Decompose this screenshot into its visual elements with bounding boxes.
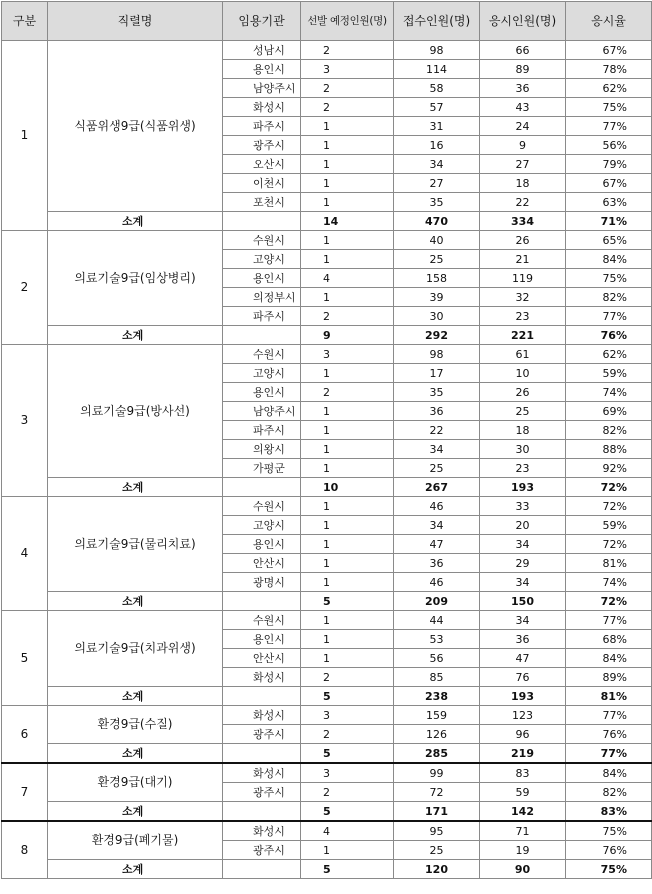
group-number: 8 xyxy=(2,821,48,879)
applied-cell: 35 xyxy=(394,383,480,402)
planned-cell: 4 xyxy=(301,269,394,288)
took-cell: 27 xyxy=(480,155,566,174)
took-cell: 96 xyxy=(480,725,566,744)
recruitment-table xyxy=(1,1,652,879)
rate-cell: 82% xyxy=(566,421,652,440)
rate-cell: 92% xyxy=(566,459,652,478)
rate-cell: 62% xyxy=(566,79,652,98)
planned-cell: 1 xyxy=(301,421,394,440)
applied-cell: 30 xyxy=(394,307,480,326)
took-cell: 9 xyxy=(480,136,566,155)
agency-cell: 화성시 xyxy=(223,668,301,687)
agency-cell: 용인시 xyxy=(223,383,301,402)
applied-cell: 126 xyxy=(394,725,480,744)
agency-cell: 파주시 xyxy=(223,117,301,136)
rate-cell: 69% xyxy=(566,402,652,421)
subtotal-took: 90 xyxy=(480,860,566,879)
subtotal-planned: 5 xyxy=(301,802,394,822)
subtotal-rate: 72% xyxy=(566,592,652,611)
applied-cell: 99 xyxy=(394,763,480,783)
table-row xyxy=(2,345,652,364)
planned-cell: 2 xyxy=(301,98,394,117)
subtotal-planned: 5 xyxy=(301,860,394,879)
group-number: 4 xyxy=(2,497,48,611)
subtotal-agency-empty xyxy=(223,326,301,345)
agency-cell: 수원시 xyxy=(223,497,301,516)
agency-cell: 안산시 xyxy=(223,649,301,668)
rate-cell: 72% xyxy=(566,497,652,516)
subtotal-planned: 5 xyxy=(301,687,394,706)
planned-cell: 2 xyxy=(301,668,394,687)
took-cell: 19 xyxy=(480,841,566,860)
planned-cell: 2 xyxy=(301,725,394,744)
applied-cell: 27 xyxy=(394,174,480,193)
agency-cell: 안산시 xyxy=(223,554,301,573)
took-cell: 22 xyxy=(480,193,566,212)
subtotal-agency-empty xyxy=(223,592,301,611)
job-title: 환경9급(수질) xyxy=(48,706,223,744)
planned-cell: 3 xyxy=(301,60,394,79)
took-cell: 66 xyxy=(480,41,566,60)
planned-cell: 1 xyxy=(301,459,394,478)
job-title: 의료기술9급(방사선) xyxy=(48,345,223,478)
header-agency: 임용기관 xyxy=(223,2,301,41)
applied-cell: 39 xyxy=(394,288,480,307)
applied-cell: 40 xyxy=(394,231,480,250)
group-number: 1 xyxy=(2,41,48,231)
planned-cell: 1 xyxy=(301,136,394,155)
subtotal-planned: 5 xyxy=(301,744,394,764)
subtotal-label: 소계 xyxy=(48,860,223,879)
took-cell: 24 xyxy=(480,117,566,136)
subtotal-label: 소계 xyxy=(48,687,223,706)
agency-cell: 광주시 xyxy=(223,725,301,744)
rate-cell: 89% xyxy=(566,668,652,687)
agency-cell: 광주시 xyxy=(223,136,301,155)
took-cell: 23 xyxy=(480,459,566,478)
took-cell: 119 xyxy=(480,269,566,288)
subtotal-label: 소계 xyxy=(48,802,223,822)
rate-cell: 84% xyxy=(566,250,652,269)
rate-cell: 74% xyxy=(566,573,652,592)
applied-cell: 72 xyxy=(394,783,480,802)
took-cell: 36 xyxy=(480,630,566,649)
planned-cell: 1 xyxy=(301,231,394,250)
rate-cell: 75% xyxy=(566,98,652,117)
took-cell: 32 xyxy=(480,288,566,307)
group-number: 5 xyxy=(2,611,48,706)
planned-cell: 3 xyxy=(301,345,394,364)
applied-cell: 25 xyxy=(394,250,480,269)
agency-cell: 의정부시 xyxy=(223,288,301,307)
table-row xyxy=(2,231,652,250)
agency-cell: 화성시 xyxy=(223,821,301,841)
took-cell: 10 xyxy=(480,364,566,383)
group-number: 3 xyxy=(2,345,48,497)
subtotal-applied: 171 xyxy=(394,802,480,822)
planned-cell: 1 xyxy=(301,402,394,421)
table-row xyxy=(2,821,652,841)
subtotal-rate: 71% xyxy=(566,212,652,231)
planned-cell: 1 xyxy=(301,535,394,554)
subtotal-rate: 75% xyxy=(566,860,652,879)
applied-cell: 46 xyxy=(394,573,480,592)
agency-cell: 광주시 xyxy=(223,783,301,802)
applied-cell: 47 xyxy=(394,535,480,554)
header-applied: 접수인원(명) xyxy=(394,2,480,41)
took-cell: 26 xyxy=(480,231,566,250)
subtotal-took: 193 xyxy=(480,478,566,497)
took-cell: 34 xyxy=(480,611,566,630)
applied-cell: 56 xyxy=(394,649,480,668)
planned-cell: 2 xyxy=(301,783,394,802)
took-cell: 83 xyxy=(480,763,566,783)
group-number: 2 xyxy=(2,231,48,345)
rate-cell: 59% xyxy=(566,516,652,535)
took-cell: 47 xyxy=(480,649,566,668)
rate-cell: 62% xyxy=(566,345,652,364)
applied-cell: 159 xyxy=(394,706,480,725)
took-cell: 30 xyxy=(480,440,566,459)
took-cell: 18 xyxy=(480,174,566,193)
rate-cell: 82% xyxy=(566,783,652,802)
subtotal-agency-empty xyxy=(223,802,301,822)
applied-cell: 34 xyxy=(394,516,480,535)
applied-cell: 53 xyxy=(394,630,480,649)
subtotal-label: 소계 xyxy=(48,326,223,345)
applied-cell: 25 xyxy=(394,841,480,860)
agency-cell: 화성시 xyxy=(223,706,301,725)
header-rate: 응시율 xyxy=(566,2,652,41)
subtotal-took: 142 xyxy=(480,802,566,822)
job-title: 환경9급(대기) xyxy=(48,763,223,802)
subtotal-row xyxy=(2,687,652,706)
agency-cell: 남양주시 xyxy=(223,402,301,421)
applied-cell: 16 xyxy=(394,136,480,155)
rate-cell: 77% xyxy=(566,706,652,725)
planned-cell: 1 xyxy=(301,193,394,212)
header-group: 구분 xyxy=(2,2,48,41)
planned-cell: 1 xyxy=(301,155,394,174)
rate-cell: 84% xyxy=(566,763,652,783)
rate-cell: 82% xyxy=(566,288,652,307)
agency-cell: 광명시 xyxy=(223,573,301,592)
applied-cell: 85 xyxy=(394,668,480,687)
planned-cell: 3 xyxy=(301,763,394,783)
agency-cell: 고양시 xyxy=(223,364,301,383)
applied-cell: 98 xyxy=(394,345,480,364)
subtotal-planned: 14 xyxy=(301,212,394,231)
subtotal-applied: 238 xyxy=(394,687,480,706)
planned-cell: 1 xyxy=(301,288,394,307)
agency-cell: 오산시 xyxy=(223,155,301,174)
rate-cell: 56% xyxy=(566,136,652,155)
rate-cell: 76% xyxy=(566,841,652,860)
subtotal-planned: 10 xyxy=(301,478,394,497)
subtotal-took: 334 xyxy=(480,212,566,231)
subtotal-label: 소계 xyxy=(48,478,223,497)
job-title: 식품위생9급(식품위생) xyxy=(48,41,223,212)
agency-cell: 화성시 xyxy=(223,98,301,117)
applied-cell: 57 xyxy=(394,98,480,117)
subtotal-row xyxy=(2,478,652,497)
rate-cell: 77% xyxy=(566,307,652,326)
subtotal-agency-empty xyxy=(223,478,301,497)
subtotal-applied: 209 xyxy=(394,592,480,611)
table-row xyxy=(2,611,652,630)
table-body xyxy=(2,41,652,879)
subtotal-row xyxy=(2,212,652,231)
subtotal-applied: 292 xyxy=(394,326,480,345)
took-cell: 59 xyxy=(480,783,566,802)
took-cell: 25 xyxy=(480,402,566,421)
planned-cell: 1 xyxy=(301,516,394,535)
applied-cell: 44 xyxy=(394,611,480,630)
subtotal-rate: 72% xyxy=(566,478,652,497)
subtotal-agency-empty xyxy=(223,687,301,706)
job-title: 의료기술9급(물리치료) xyxy=(48,497,223,592)
applied-cell: 98 xyxy=(394,41,480,60)
agency-cell: 의왕시 xyxy=(223,440,301,459)
planned-cell: 2 xyxy=(301,307,394,326)
applied-cell: 158 xyxy=(394,269,480,288)
rate-cell: 72% xyxy=(566,535,652,554)
applied-cell: 114 xyxy=(394,60,480,79)
subtotal-row xyxy=(2,592,652,611)
took-cell: 76 xyxy=(480,668,566,687)
planned-cell: 2 xyxy=(301,41,394,60)
rate-cell: 77% xyxy=(566,611,652,630)
planned-cell: 4 xyxy=(301,821,394,841)
rate-cell: 67% xyxy=(566,41,652,60)
subtotal-label: 소계 xyxy=(48,212,223,231)
planned-cell: 1 xyxy=(301,364,394,383)
subtotal-applied: 470 xyxy=(394,212,480,231)
job-title: 의료기술9급(치과위생) xyxy=(48,611,223,687)
header-took: 응시인원(명) xyxy=(480,2,566,41)
rate-cell: 79% xyxy=(566,155,652,174)
rate-cell: 59% xyxy=(566,364,652,383)
rate-cell: 67% xyxy=(566,174,652,193)
took-cell: 36 xyxy=(480,79,566,98)
took-cell: 34 xyxy=(480,535,566,554)
table-row xyxy=(2,706,652,725)
subtotal-took: 193 xyxy=(480,687,566,706)
header-row xyxy=(2,2,652,41)
took-cell: 71 xyxy=(480,821,566,841)
rate-cell: 77% xyxy=(566,117,652,136)
header-job: 직렬명 xyxy=(48,2,223,41)
table-row xyxy=(2,497,652,516)
group-number: 7 xyxy=(2,763,48,821)
applied-cell: 22 xyxy=(394,421,480,440)
agency-cell: 용인시 xyxy=(223,535,301,554)
subtotal-rate: 83% xyxy=(566,802,652,822)
planned-cell: 2 xyxy=(301,79,394,98)
subtotal-rate: 81% xyxy=(566,687,652,706)
planned-cell: 1 xyxy=(301,497,394,516)
group-number: 6 xyxy=(2,706,48,764)
agency-cell: 포천시 xyxy=(223,193,301,212)
agency-cell: 고양시 xyxy=(223,516,301,535)
subtotal-planned: 5 xyxy=(301,592,394,611)
took-cell: 21 xyxy=(480,250,566,269)
rate-cell: 78% xyxy=(566,60,652,79)
rate-cell: 76% xyxy=(566,725,652,744)
agency-cell: 용인시 xyxy=(223,630,301,649)
took-cell: 23 xyxy=(480,307,566,326)
subtotal-rate: 77% xyxy=(566,744,652,764)
subtotal-took: 150 xyxy=(480,592,566,611)
planned-cell: 2 xyxy=(301,383,394,402)
took-cell: 26 xyxy=(480,383,566,402)
took-cell: 89 xyxy=(480,60,566,79)
subtotal-row xyxy=(2,326,652,345)
subtotal-applied: 120 xyxy=(394,860,480,879)
agency-cell: 수원시 xyxy=(223,231,301,250)
agency-cell: 성남시 xyxy=(223,41,301,60)
rate-cell: 81% xyxy=(566,554,652,573)
table-row xyxy=(2,763,652,783)
planned-cell: 1 xyxy=(301,649,394,668)
applied-cell: 25 xyxy=(394,459,480,478)
rate-cell: 84% xyxy=(566,649,652,668)
agency-cell: 파주시 xyxy=(223,307,301,326)
agency-cell: 용인시 xyxy=(223,60,301,79)
subtotal-agency-empty xyxy=(223,744,301,764)
planned-cell: 1 xyxy=(301,440,394,459)
took-cell: 20 xyxy=(480,516,566,535)
subtotal-planned: 9 xyxy=(301,326,394,345)
took-cell: 43 xyxy=(480,98,566,117)
job-title: 환경9급(폐기물) xyxy=(48,821,223,860)
planned-cell: 1 xyxy=(301,117,394,136)
agency-cell: 파주시 xyxy=(223,421,301,440)
rate-cell: 63% xyxy=(566,193,652,212)
subtotal-took: 219 xyxy=(480,744,566,764)
took-cell: 34 xyxy=(480,573,566,592)
agency-cell: 수원시 xyxy=(223,345,301,364)
subtotal-rate: 76% xyxy=(566,326,652,345)
planned-cell: 1 xyxy=(301,573,394,592)
subtotal-agency-empty xyxy=(223,212,301,231)
rate-cell: 65% xyxy=(566,231,652,250)
table-row xyxy=(2,41,652,60)
planned-cell: 1 xyxy=(301,174,394,193)
applied-cell: 36 xyxy=(394,402,480,421)
rate-cell: 74% xyxy=(566,383,652,402)
rate-cell: 75% xyxy=(566,821,652,841)
subtotal-applied: 285 xyxy=(394,744,480,764)
took-cell: 123 xyxy=(480,706,566,725)
job-title: 의료기술9급(임상병리) xyxy=(48,231,223,326)
applied-cell: 95 xyxy=(394,821,480,841)
subtotal-row xyxy=(2,802,652,822)
rate-cell: 68% xyxy=(566,630,652,649)
agency-cell: 고양시 xyxy=(223,250,301,269)
took-cell: 61 xyxy=(480,345,566,364)
took-cell: 33 xyxy=(480,497,566,516)
applied-cell: 17 xyxy=(394,364,480,383)
subtotal-applied: 267 xyxy=(394,478,480,497)
agency-cell: 남양주시 xyxy=(223,79,301,98)
took-cell: 18 xyxy=(480,421,566,440)
planned-cell: 1 xyxy=(301,611,394,630)
applied-cell: 34 xyxy=(394,440,480,459)
header-planned: 선발 예정인원(명) xyxy=(301,2,394,41)
planned-cell: 1 xyxy=(301,250,394,269)
subtotal-took: 221 xyxy=(480,326,566,345)
subtotal-label: 소계 xyxy=(48,592,223,611)
applied-cell: 36 xyxy=(394,554,480,573)
subtotal-row xyxy=(2,860,652,879)
applied-cell: 46 xyxy=(394,497,480,516)
rate-cell: 75% xyxy=(566,269,652,288)
planned-cell: 3 xyxy=(301,706,394,725)
subtotal-agency-empty xyxy=(223,860,301,879)
agency-cell: 가평군 xyxy=(223,459,301,478)
applied-cell: 31 xyxy=(394,117,480,136)
subtotal-row xyxy=(2,744,652,764)
planned-cell: 1 xyxy=(301,841,394,860)
agency-cell: 수원시 xyxy=(223,611,301,630)
agency-cell: 화성시 xyxy=(223,763,301,783)
subtotal-label: 소계 xyxy=(48,744,223,764)
took-cell: 29 xyxy=(480,554,566,573)
planned-cell: 1 xyxy=(301,554,394,573)
agency-cell: 이천시 xyxy=(223,174,301,193)
applied-cell: 34 xyxy=(394,155,480,174)
applied-cell: 58 xyxy=(394,79,480,98)
rate-cell: 88% xyxy=(566,440,652,459)
applied-cell: 35 xyxy=(394,193,480,212)
agency-cell: 용인시 xyxy=(223,269,301,288)
agency-cell: 광주시 xyxy=(223,841,301,860)
planned-cell: 1 xyxy=(301,630,394,649)
